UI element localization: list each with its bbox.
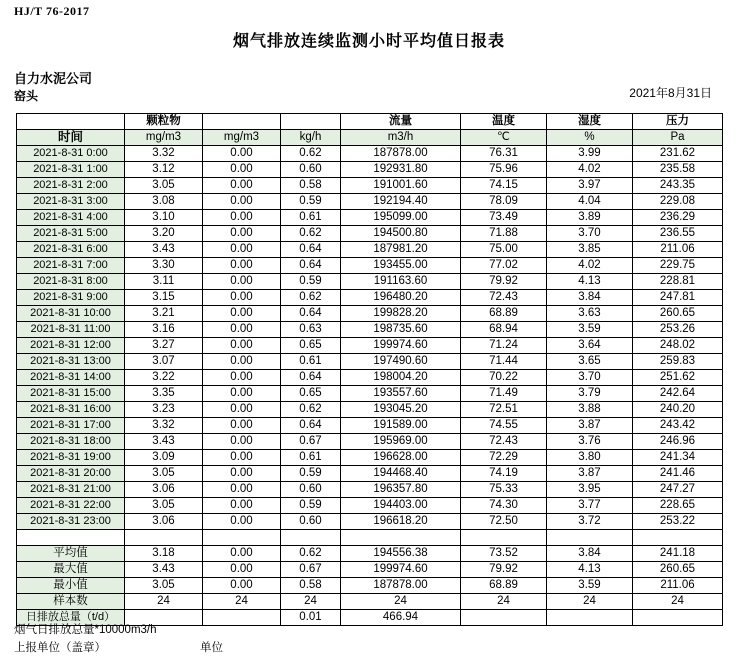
row-value-cell: 0.65 [281, 386, 341, 402]
row-value-cell: 0.00 [203, 466, 281, 482]
row-value-cell: 0.64 [281, 370, 341, 386]
row-time-cell: 2021-8-31 9:00 [17, 290, 125, 306]
summary-value-cell: 79.92 [461, 562, 547, 578]
group-header-cell-1: 颗粒物 [125, 114, 203, 130]
spacer-cell [461, 530, 547, 546]
table-summary-row [17, 562, 723, 578]
row-value-cell: 72.43 [461, 434, 547, 450]
row-value-cell: 229.08 [633, 194, 723, 210]
unit-header-cell-3: kg/h [281, 130, 341, 146]
row-value-cell: 3.97 [547, 178, 633, 194]
row-value-cell: 187981.20 [341, 242, 461, 258]
table-row [17, 194, 723, 210]
row-value-cell: 0.00 [203, 402, 281, 418]
daily-total-value-cell [203, 610, 281, 626]
spacer-cell [341, 530, 461, 546]
row-value-cell: 241.34 [633, 450, 723, 466]
row-value-cell: 3.11 [125, 274, 203, 290]
row-value-cell: 3.59 [547, 322, 633, 338]
row-time-cell: 2021-8-31 10:00 [17, 306, 125, 322]
row-value-cell: 75.96 [461, 162, 547, 178]
row-value-cell: 3.72 [547, 514, 633, 530]
summary-value-cell: 0.67 [281, 562, 341, 578]
page-title: 烟气排放连续监测小时平均值日报表 [232, 33, 505, 50]
row-value-cell: 74.15 [461, 178, 547, 194]
row-value-cell: 194500.80 [341, 226, 461, 242]
summary-label-cell: 平均值 [17, 546, 125, 562]
summary-label-cell: 样本数 [17, 594, 125, 610]
summary-value-cell: 194556.38 [341, 546, 461, 562]
standard-code: HJ/T 76-2017 [14, 4, 90, 18]
row-value-cell: 68.94 [461, 322, 547, 338]
row-time-cell: 2021-8-31 2:00 [17, 178, 125, 194]
row-value-cell: 4.02 [547, 258, 633, 274]
row-value-cell: 3.80 [547, 450, 633, 466]
row-value-cell: 248.02 [633, 338, 723, 354]
row-value-cell: 0.00 [203, 482, 281, 498]
table-row [17, 274, 723, 290]
table-row [17, 370, 723, 386]
row-time-cell: 2021-8-31 1:00 [17, 162, 125, 178]
row-value-cell: 3.65 [547, 354, 633, 370]
table-unit-header-row [17, 130, 723, 146]
row-value-cell: 3.10 [125, 210, 203, 226]
table-row [17, 162, 723, 178]
summary-value-cell: 24 [125, 594, 203, 610]
row-value-cell: 3.95 [547, 482, 633, 498]
spacer-cell [125, 530, 203, 546]
row-value-cell: 3.35 [125, 386, 203, 402]
table-summary-row [17, 546, 723, 562]
row-value-cell: 0.00 [203, 178, 281, 194]
group-header-cell-2 [203, 114, 281, 130]
row-value-cell: 243.35 [633, 178, 723, 194]
row-value-cell: 191589.00 [341, 418, 461, 434]
table-row [17, 466, 723, 482]
row-value-cell: 3.43 [125, 242, 203, 258]
row-value-cell: 193557.60 [341, 386, 461, 402]
row-value-cell: 71.88 [461, 226, 547, 242]
row-value-cell: 0.58 [281, 178, 341, 194]
footer-unit-label: 单位 [200, 642, 223, 654]
row-value-cell: 0.59 [281, 194, 341, 210]
row-value-cell: 0.60 [281, 514, 341, 530]
summary-label-cell: 最小值 [17, 578, 125, 594]
summary-value-cell: 68.89 [461, 578, 547, 594]
summary-value-cell: 24 [341, 594, 461, 610]
row-value-cell: 4.04 [547, 194, 633, 210]
row-value-cell: 3.21 [125, 306, 203, 322]
row-value-cell: 0.65 [281, 338, 341, 354]
summary-value-cell: 199974.60 [341, 562, 461, 578]
summary-value-cell: 0.00 [203, 562, 281, 578]
daily-total-value-cell [547, 610, 633, 626]
row-value-cell: 228.81 [633, 274, 723, 290]
row-value-cell: 197490.60 [341, 354, 461, 370]
row-value-cell: 242.64 [633, 386, 723, 402]
row-value-cell: 196618.20 [341, 514, 461, 530]
row-value-cell: 198004.20 [341, 370, 461, 386]
row-value-cell: 0.00 [203, 146, 281, 162]
table-row [17, 210, 723, 226]
row-value-cell: 3.09 [125, 450, 203, 466]
summary-value-cell: 3.18 [125, 546, 203, 562]
group-header-cell-5: 温度 [461, 114, 547, 130]
row-time-cell: 2021-8-31 0:00 [17, 146, 125, 162]
column-header-time: 时间 [17, 130, 125, 146]
unit-header-cell-6: % [547, 130, 633, 146]
table-row [17, 338, 723, 354]
row-time-cell: 2021-8-31 22:00 [17, 498, 125, 514]
row-value-cell: 0.00 [203, 274, 281, 290]
row-value-cell: 70.22 [461, 370, 547, 386]
row-value-cell: 0.00 [203, 258, 281, 274]
row-value-cell: 235.58 [633, 162, 723, 178]
row-time-cell: 2021-8-31 3:00 [17, 194, 125, 210]
table-row [17, 386, 723, 402]
spacer-cell [281, 530, 341, 546]
row-value-cell: 0.61 [281, 354, 341, 370]
daily-total-label-cell: 日排放总量（t/d） [17, 610, 125, 626]
row-value-cell: 0.59 [281, 274, 341, 290]
group-header-cell-7: 压力 [633, 114, 723, 130]
row-value-cell: 211.06 [633, 242, 723, 258]
table-row [17, 226, 723, 242]
row-value-cell: 3.89 [547, 210, 633, 226]
summary-value-cell: 0.00 [203, 546, 281, 562]
row-value-cell: 0.59 [281, 466, 341, 482]
row-value-cell: 196628.00 [341, 450, 461, 466]
row-value-cell: 194468.40 [341, 466, 461, 482]
spacer-cell [547, 530, 633, 546]
row-value-cell: 71.49 [461, 386, 547, 402]
emissions-data-table [16, 113, 723, 626]
row-time-cell: 2021-8-31 4:00 [17, 210, 125, 226]
row-value-cell: 194403.00 [341, 498, 461, 514]
row-value-cell: 228.65 [633, 498, 723, 514]
summary-value-cell: 260.65 [633, 562, 723, 578]
summary-value-cell: 0.62 [281, 546, 341, 562]
company-name: 自力水泥公司 [14, 71, 93, 86]
row-value-cell: 0.00 [203, 338, 281, 354]
summary-value-cell: 187878.00 [341, 578, 461, 594]
row-value-cell: 75.33 [461, 482, 547, 498]
row-value-cell: 74.30 [461, 498, 547, 514]
summary-value-cell: 24 [203, 594, 281, 610]
summary-value-cell: 24 [461, 594, 547, 610]
summary-value-cell: 211.06 [633, 578, 723, 594]
row-value-cell: 3.07 [125, 354, 203, 370]
table-group-header-row [17, 114, 723, 130]
row-value-cell: 71.44 [461, 354, 547, 370]
row-value-cell: 3.08 [125, 194, 203, 210]
group-header-cell-0 [17, 114, 125, 130]
group-header-cell-6: 湿度 [547, 114, 633, 130]
row-value-cell: 72.51 [461, 402, 547, 418]
table-row [17, 450, 723, 466]
row-value-cell: 0.00 [203, 290, 281, 306]
row-value-cell: 0.67 [281, 434, 341, 450]
row-value-cell: 75.00 [461, 242, 547, 258]
row-time-cell: 2021-8-31 8:00 [17, 274, 125, 290]
row-time-cell: 2021-8-31 7:00 [17, 258, 125, 274]
facility-unit-name: 窑头 [14, 89, 39, 103]
row-value-cell: 3.70 [547, 370, 633, 386]
row-value-cell: 73.49 [461, 210, 547, 226]
table-row [17, 418, 723, 434]
unit-header-cell-7: Pa [633, 130, 723, 146]
row-value-cell: 0.61 [281, 450, 341, 466]
table-row [17, 482, 723, 498]
row-value-cell: 3.06 [125, 482, 203, 498]
summary-value-cell: 0.58 [281, 578, 341, 594]
row-value-cell: 231.62 [633, 146, 723, 162]
footer-note: 烟气日排放总量*10000m3/h [14, 624, 157, 636]
table-row [17, 322, 723, 338]
row-value-cell: 193455.00 [341, 258, 461, 274]
row-value-cell: 3.16 [125, 322, 203, 338]
spacer-cell [633, 530, 723, 546]
table-summary-row [17, 578, 723, 594]
unit-header-cell-4: m3/h [341, 130, 461, 146]
row-value-cell: 199828.20 [341, 306, 461, 322]
table-row [17, 178, 723, 194]
row-value-cell: 68.89 [461, 306, 547, 322]
report-date: 2021年8月31日 [629, 86, 712, 100]
summary-value-cell: 3.43 [125, 562, 203, 578]
summary-value-cell: 73.52 [461, 546, 547, 562]
row-value-cell: 0.00 [203, 226, 281, 242]
row-value-cell: 3.32 [125, 146, 203, 162]
row-value-cell: 0.00 [203, 498, 281, 514]
spacer-cell [203, 530, 281, 546]
row-value-cell: 3.06 [125, 514, 203, 530]
table-row [17, 242, 723, 258]
row-time-cell: 2021-8-31 18:00 [17, 434, 125, 450]
row-value-cell: 246.96 [633, 434, 723, 450]
footer-report-unit: 上报单位（盖章） [14, 642, 106, 654]
row-value-cell: 0.62 [281, 146, 341, 162]
row-time-cell: 2021-8-31 17:00 [17, 418, 125, 434]
row-value-cell: 3.70 [547, 226, 633, 242]
row-value-cell: 198735.60 [341, 322, 461, 338]
table-row [17, 514, 723, 530]
daily-total-value-cell [461, 610, 547, 626]
row-value-cell: 241.46 [633, 466, 723, 482]
row-value-cell: 192194.40 [341, 194, 461, 210]
row-value-cell: 0.64 [281, 418, 341, 434]
row-value-cell: 0.61 [281, 210, 341, 226]
summary-label-cell: 最大值 [17, 562, 125, 578]
row-value-cell: 3.99 [547, 146, 633, 162]
row-value-cell: 3.87 [547, 418, 633, 434]
unit-header-cell-5: ℃ [461, 130, 547, 146]
row-value-cell: 0.62 [281, 226, 341, 242]
row-value-cell: 3.22 [125, 370, 203, 386]
row-value-cell: 3.84 [547, 290, 633, 306]
daily-total-value-cell: 0.01 [281, 610, 341, 626]
unit-header-cell-2: mg/m3 [203, 130, 281, 146]
daily-total-value-cell [633, 610, 723, 626]
table-row [17, 402, 723, 418]
row-value-cell: 4.02 [547, 162, 633, 178]
row-value-cell: 0.60 [281, 162, 341, 178]
row-value-cell: 243.42 [633, 418, 723, 434]
row-value-cell: 3.63 [547, 306, 633, 322]
row-value-cell: 253.26 [633, 322, 723, 338]
row-value-cell: 251.62 [633, 370, 723, 386]
table-row [17, 434, 723, 450]
row-value-cell: 72.50 [461, 514, 547, 530]
row-time-cell: 2021-8-31 6:00 [17, 242, 125, 258]
row-value-cell: 3.30 [125, 258, 203, 274]
table-row [17, 290, 723, 306]
row-value-cell: 3.05 [125, 498, 203, 514]
row-value-cell: 0.00 [203, 354, 281, 370]
row-value-cell: 193045.20 [341, 402, 461, 418]
row-value-cell: 229.75 [633, 258, 723, 274]
row-time-cell: 2021-8-31 11:00 [17, 322, 125, 338]
row-value-cell: 196480.20 [341, 290, 461, 306]
row-value-cell: 0.00 [203, 210, 281, 226]
row-value-cell: 71.24 [461, 338, 547, 354]
row-value-cell: 3.43 [125, 434, 203, 450]
row-value-cell: 74.19 [461, 466, 547, 482]
row-time-cell: 2021-8-31 14:00 [17, 370, 125, 386]
row-value-cell: 3.88 [547, 402, 633, 418]
row-value-cell: 260.65 [633, 306, 723, 322]
summary-value-cell: 24 [547, 594, 633, 610]
row-value-cell: 3.87 [547, 466, 633, 482]
table-row [17, 498, 723, 514]
row-value-cell: 3.85 [547, 242, 633, 258]
table-summary-row [17, 594, 723, 610]
row-time-cell: 2021-8-31 13:00 [17, 354, 125, 370]
group-header-cell-4: 流量 [341, 114, 461, 130]
row-value-cell: 195969.00 [341, 434, 461, 450]
row-value-cell: 0.59 [281, 498, 341, 514]
row-value-cell: 259.83 [633, 354, 723, 370]
row-value-cell: 0.00 [203, 514, 281, 530]
row-value-cell: 3.32 [125, 418, 203, 434]
row-time-cell: 2021-8-31 23:00 [17, 514, 125, 530]
row-value-cell: 0.63 [281, 322, 341, 338]
table-row [17, 258, 723, 274]
summary-value-cell: 24 [633, 594, 723, 610]
row-value-cell: 3.79 [547, 386, 633, 402]
row-value-cell: 0.00 [203, 322, 281, 338]
row-time-cell: 2021-8-31 16:00 [17, 402, 125, 418]
row-value-cell: 247.27 [633, 482, 723, 498]
group-header-cell-3 [281, 114, 341, 130]
summary-value-cell: 241.18 [633, 546, 723, 562]
row-value-cell: 236.55 [633, 226, 723, 242]
summary-value-cell: 3.84 [547, 546, 633, 562]
row-time-cell: 2021-8-31 15:00 [17, 386, 125, 402]
row-value-cell: 0.62 [281, 290, 341, 306]
row-value-cell: 0.00 [203, 370, 281, 386]
row-value-cell: 3.76 [547, 434, 633, 450]
summary-value-cell: 0.00 [203, 578, 281, 594]
row-value-cell: 0.00 [203, 418, 281, 434]
table-row [17, 354, 723, 370]
daily-total-value-cell: 466.94 [341, 610, 461, 626]
row-value-cell: 0.64 [281, 306, 341, 322]
row-value-cell: 79.92 [461, 274, 547, 290]
row-value-cell: 236.29 [633, 210, 723, 226]
row-value-cell: 192931.80 [341, 162, 461, 178]
row-time-cell: 2021-8-31 5:00 [17, 226, 125, 242]
row-time-cell: 2021-8-31 20:00 [17, 466, 125, 482]
row-value-cell: 195099.00 [341, 210, 461, 226]
row-value-cell: 191001.60 [341, 178, 461, 194]
row-value-cell: 0.64 [281, 242, 341, 258]
row-value-cell: 0.00 [203, 194, 281, 210]
row-time-cell: 2021-8-31 19:00 [17, 450, 125, 466]
row-value-cell: 3.77 [547, 498, 633, 514]
row-value-cell: 3.20 [125, 226, 203, 242]
row-value-cell: 247.81 [633, 290, 723, 306]
row-value-cell: 191163.60 [341, 274, 461, 290]
row-value-cell: 0.00 [203, 450, 281, 466]
row-value-cell: 74.55 [461, 418, 547, 434]
row-value-cell: 3.64 [547, 338, 633, 354]
row-value-cell: 0.00 [203, 242, 281, 258]
table-spacer-row [17, 530, 723, 546]
row-value-cell: 0.62 [281, 402, 341, 418]
row-value-cell: 3.15 [125, 290, 203, 306]
table-row [17, 306, 723, 322]
row-value-cell: 240.20 [633, 402, 723, 418]
row-value-cell: 0.00 [203, 162, 281, 178]
row-value-cell: 78.09 [461, 194, 547, 210]
row-value-cell: 253.22 [633, 514, 723, 530]
row-value-cell: 199974.60 [341, 338, 461, 354]
row-value-cell: 187878.00 [341, 146, 461, 162]
row-time-cell: 2021-8-31 21:00 [17, 482, 125, 498]
row-value-cell: 3.12 [125, 162, 203, 178]
row-value-cell: 0.00 [203, 386, 281, 402]
unit-header-cell-1: mg/m3 [125, 130, 203, 146]
row-value-cell: 3.23 [125, 402, 203, 418]
row-value-cell: 77.02 [461, 258, 547, 274]
row-value-cell: 72.43 [461, 290, 547, 306]
row-time-cell: 2021-8-31 12:00 [17, 338, 125, 354]
summary-value-cell: 3.05 [125, 578, 203, 594]
summary-value-cell: 3.59 [547, 578, 633, 594]
row-value-cell: 0.60 [281, 482, 341, 498]
spacer-cell [17, 530, 125, 546]
row-value-cell: 4.13 [547, 274, 633, 290]
summary-value-cell: 24 [281, 594, 341, 610]
row-value-cell: 0.00 [203, 434, 281, 450]
summary-value-cell: 4.13 [547, 562, 633, 578]
row-value-cell: 76.31 [461, 146, 547, 162]
row-value-cell: 3.05 [125, 466, 203, 482]
table-row [17, 146, 723, 162]
row-value-cell: 0.64 [281, 258, 341, 274]
row-value-cell: 0.00 [203, 306, 281, 322]
row-value-cell: 196357.80 [341, 482, 461, 498]
row-value-cell: 3.27 [125, 338, 203, 354]
row-value-cell: 72.29 [461, 450, 547, 466]
row-value-cell: 3.05 [125, 178, 203, 194]
